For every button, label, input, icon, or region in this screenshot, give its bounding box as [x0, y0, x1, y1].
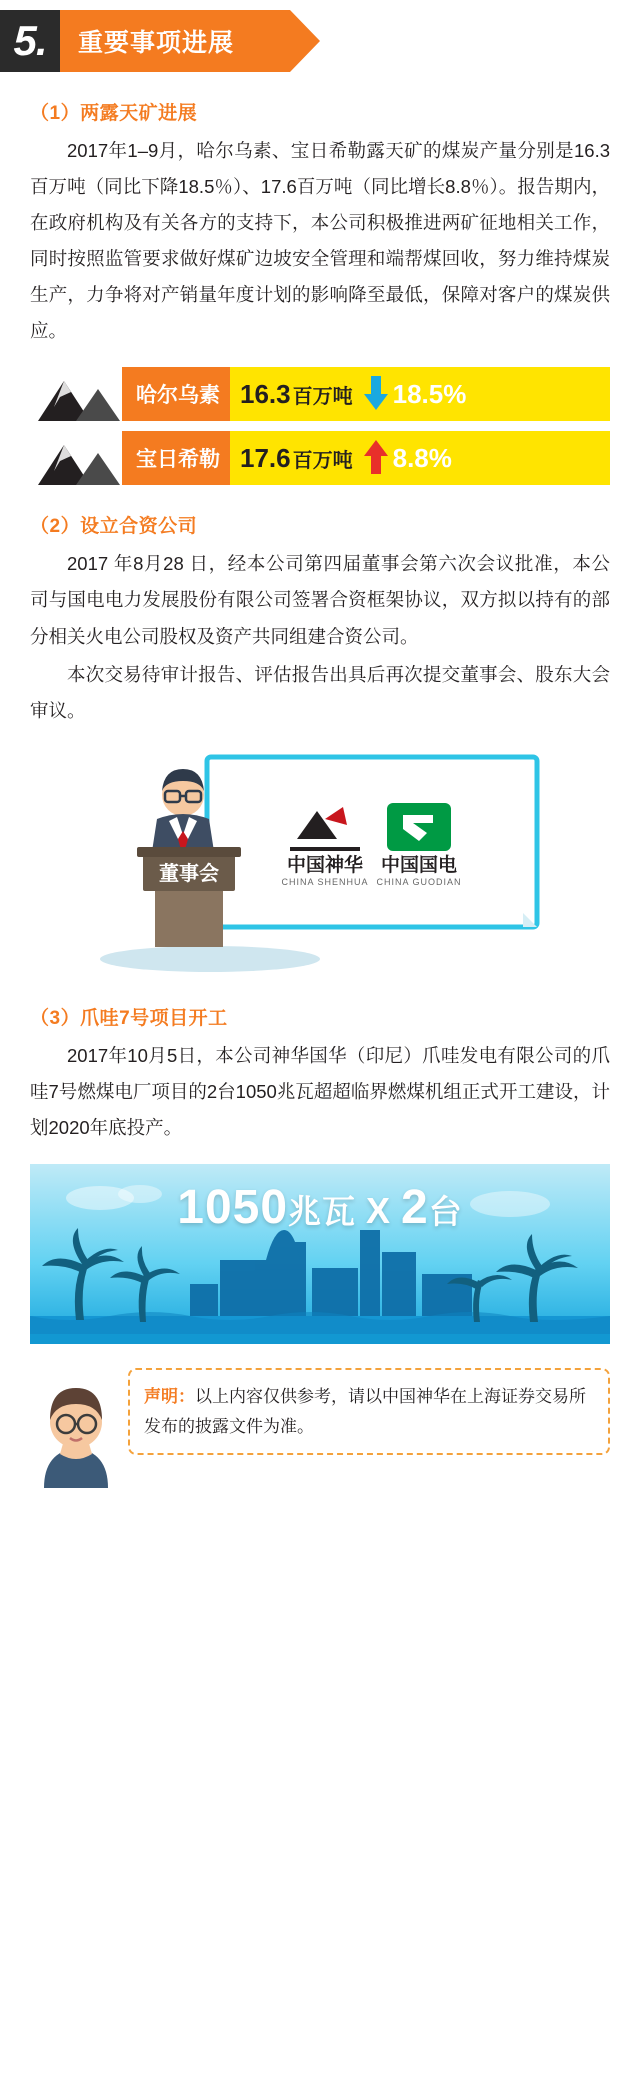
chart-bar-baorixile [122, 431, 610, 485]
disclaimer-text: 以上内容仅供参考，请以中国神华在上海证券交易所发布的披露文件为准。 [144, 1386, 586, 1436]
plant-multiply-symbol: X [366, 1189, 392, 1231]
mine-output-chart [30, 367, 610, 485]
mountain-icon [30, 431, 122, 485]
section-number-badge [0, 10, 60, 72]
chart-bar-haerwusu [122, 367, 610, 421]
bar-value-number-haerwusu: 16.3 [240, 378, 291, 409]
bar-change-baorixile: 8.8% [392, 442, 452, 473]
power-plant-banner [30, 1164, 610, 1344]
logo-china-guodian [376, 803, 461, 887]
paragraph-jv-2: 本次交易待审计报告、评估报告出具后再次提交董事会、股东大会审议。 [30, 663, 610, 721]
subheading-java7: （3）爪哇7号项目开工 [30, 1007, 228, 1029]
down-arrow-icon [363, 376, 389, 412]
up-arrow-icon [363, 440, 389, 476]
section-number: 5. [13, 17, 47, 64]
mountain-icon [30, 367, 122, 421]
disclaimer-box [128, 1368, 610, 1456]
paragraph-mines: 2017年1–9月，哈尔乌素、宝日希勒露天矿的煤炭产量分别是16.3百万吨（同比下降18.5％）、17.6百万吨（同比增长8.8％）。报告期内，在政府机构及有关各方的支持下，本公司积极推进两矿征地相关工作，同时按照监管要求做好煤矿边坡安全管理和端帮煤回收，努力维持煤炭生产，力争将对产销量年度计划的影响降至最低，保障对客户的煤炭供应。 [30, 140, 610, 342]
section-banner-tail [290, 10, 640, 72]
plant-capacity-number: 1050 [177, 1180, 289, 1234]
paragraph-jv-1: 2017 年8月28 日，经本公司第四届董事会第六次会议批准，本公司与国电电力发展股份有限公司签署合资框架协议，双方拟以持有的部分相关火电公司股权及资产共同组建合资公司。 [30, 553, 610, 647]
svg-text:董事会: 董事会 [159, 862, 219, 885]
subheading-jv: （2）设立合资公司 [30, 516, 198, 538]
bar-label-baorixile: 宝日希勒 [122, 431, 230, 485]
bar-label-haerwusu: 哈尔乌素 [122, 367, 230, 421]
document-content [0, 98, 640, 1493]
paragraph-java7: 2017年10月5日，本公司神华国华（印尼）爪哇发电有限公司的爪哇7号燃煤电厂项目的2台1050兆瓦超超临界燃煤机组正式开工建设，计划2020年底投产。 [30, 1044, 610, 1138]
chart-row-haerwusu [30, 367, 610, 421]
plant-unit-count: 2 [401, 1180, 429, 1234]
disclaimer-block [30, 1368, 610, 1493]
bar-value-unit-haerwusu: 百万吨 [292, 385, 353, 408]
section-title: 重要事项进展 [78, 29, 235, 57]
disclaimer-label: 声明： [144, 1386, 195, 1406]
bar-change-haerwusu: 18.5% [392, 378, 467, 409]
section-title-banner [60, 10, 290, 72]
bar-value-unit-baorixile: 百万吨 [292, 449, 353, 472]
bar-value-baorixile [230, 431, 610, 485]
bar-value-number-baorixile: 17.6 [240, 442, 291, 473]
bar-value-haerwusu [230, 367, 610, 421]
svg-text:CHINA SHENHUA: CHINA SHENHUA [281, 876, 369, 887]
svg-text:中国国电: 中国国电 [380, 854, 458, 876]
section-header [0, 10, 640, 72]
svg-text:中国神华: 中国神华 [286, 854, 364, 876]
plant-unit-word: 台 [428, 1192, 463, 1230]
plant-capacity-text [30, 1180, 610, 1235]
avatar [30, 1368, 122, 1493]
plant-capacity-unit: 兆瓦 [288, 1192, 357, 1230]
svg-text:CHINA GUODIAN: CHINA GUODIAN [376, 876, 462, 887]
board-meeting-illustration [30, 747, 610, 977]
chart-row-baorixile [30, 431, 610, 485]
subheading-mines: （1）两露天矿进展 [30, 103, 198, 124]
